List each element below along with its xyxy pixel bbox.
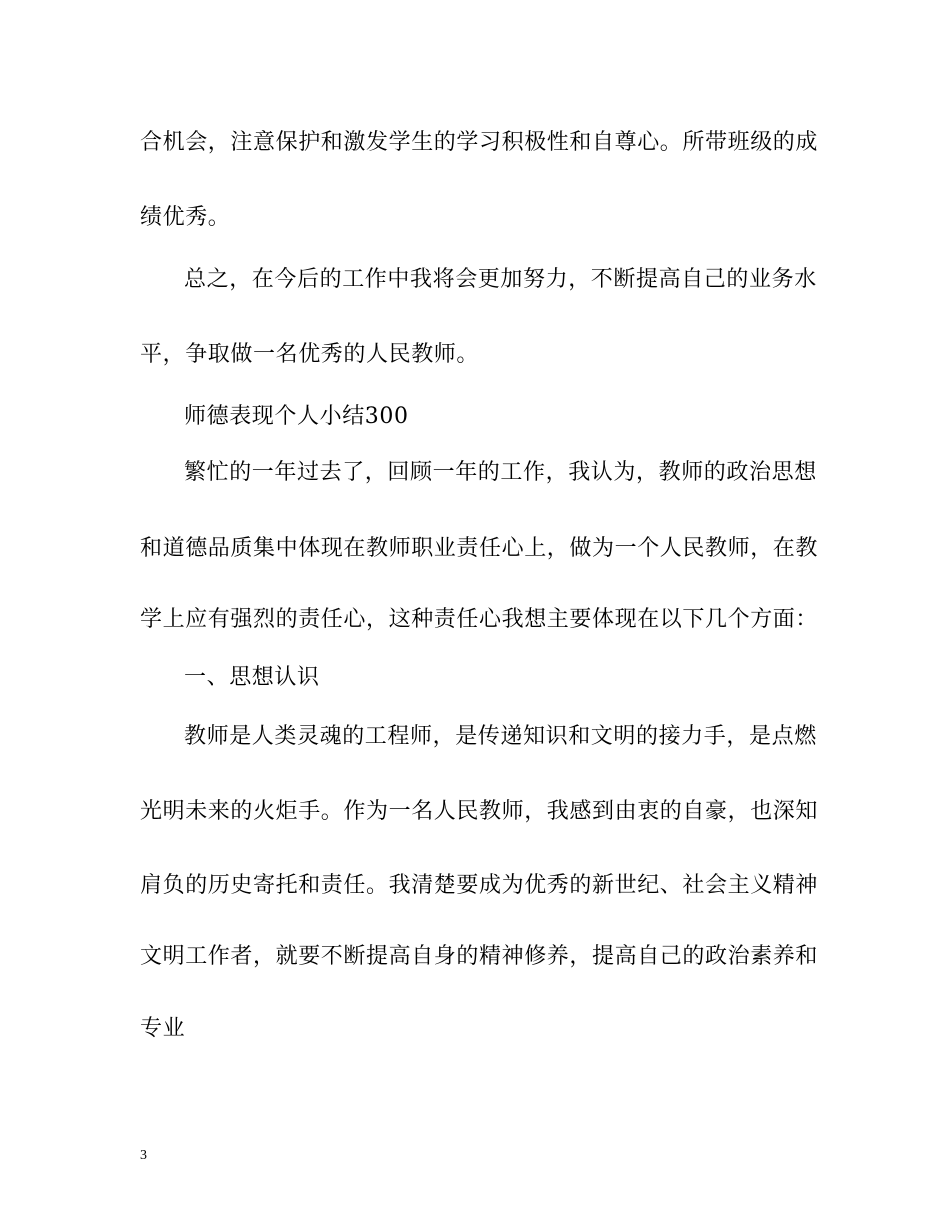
section-heading: 师德表现个人小结300 — [184, 404, 409, 429]
page-number: 3 — [140, 1148, 147, 1163]
body-text-line: 肩负的历史寄托和责任。我清楚要成为优秀的新世纪、社会主义精神 — [140, 873, 819, 898]
subsection-heading: 一、思想认识 — [184, 665, 320, 690]
body-text-line: 合机会，注意保护和激发学生的学习积极性和自尊心。所带班级的成 — [140, 130, 819, 155]
body-text-line: 绩优秀。 — [140, 205, 231, 230]
paragraph-first-line: 繁忙的一年过去了，回顾一年的工作，我认为，教师的政治思想 — [184, 460, 817, 485]
body-text-line: 学上应有强烈的责任心，这种责任心我想主要体现在以下几个方面： — [140, 607, 819, 632]
body-text-line: 和道德品质集中体现在教师职业责任心上，做为一个人民教师，在教 — [140, 536, 819, 561]
body-text-line: 平，争取做一名优秀的人民教师。 — [140, 342, 480, 367]
body-text-line: 专业 — [140, 1016, 186, 1041]
paragraph-first-line: 教师是人类灵魂的工程师，是传递知识和文明的接力手，是点燃 — [184, 724, 817, 749]
paragraph-first-line: 总之，在今后的工作中我将会更加努力，不断提高自己的业务水 — [184, 267, 817, 292]
body-text-line: 文明工作者，就要不断提高自身的精神修养，提高自己的政治素养和 — [140, 944, 819, 969]
body-text-line: 光明未来的火炬手。作为一名人民教师，我感到由衷的自豪，也深知 — [140, 799, 819, 824]
